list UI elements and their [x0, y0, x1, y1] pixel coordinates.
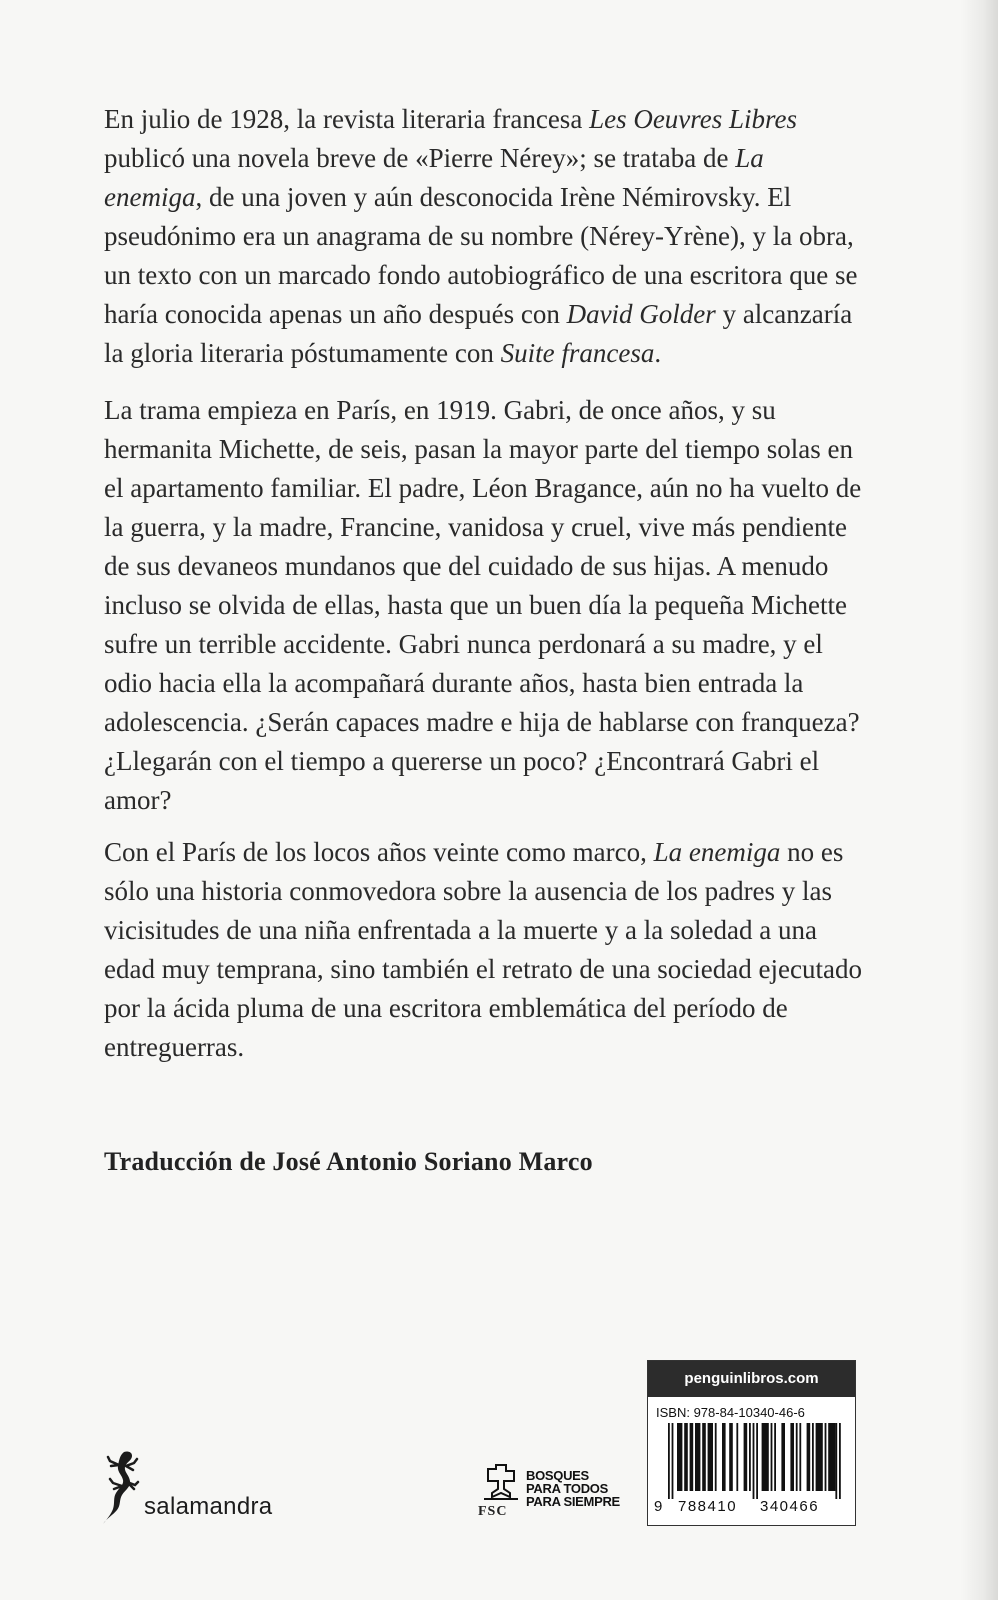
barcode-bar [695, 1423, 700, 1491]
book-title: Suite francesa [500, 338, 655, 368]
text-run: , de una joven y aún desconocida Irène Némirovsky. El pseudónimo era un anagrama de su nombre (Nérey-Yrène), y la obra, un texto con un marcado fondo autobiográfico de una escritora que se haría conocida apenas un año después con [104, 182, 858, 329]
text-run: no es sólo una historia conmovedora sobre la ausencia de los padres y las vicisitudes de una niña enfrentada a la muerte y a la soledad a una edad muy temprana, sino también el retrato de una sociedad ejecutado por la ácida pluma de una escritora emblemática del período de entreguerras. [104, 837, 862, 1062]
barcode-digit-group: 788410 [678, 1498, 738, 1515]
fsc-tagline-line: PARA TODOS [526, 1481, 608, 1496]
description-paragraph-2: La trama empieza en París, en 1919. Gabri, de once años, y su hermanita Michette, de seis, pasan la mayor parte del tiempo solas en el apartamento familiar. El padre, Léon Bragance, aún no ha vuelto de la guerra, y la madre, Francine, vanidosa y cruel, vive más pendiente de sus devaneos mundanos que del cuidado de sus hijas. A menudo incluso se olvida de ellas, hasta que un buen día la pequeña Michette sufre un terrible accidente. Gabri nunca perdonará a su madre, y el odio hacia ella la acompañará durante años, hasta bien entrada la adolescencia. ¿Serán capaces madre e hija de hablarse con franqueza? ¿Llegarán con el tiempo a quererse un poco? ¿Encontrará Gabri el amor? [104, 395, 862, 815]
barcode-bar [825, 1423, 827, 1491]
barcode-digit-group: 340466 [760, 1498, 820, 1515]
fsc-tagline-line: BOSQUES [526, 1468, 589, 1483]
barcode-bar [774, 1423, 776, 1491]
barcode-bar [839, 1423, 841, 1499]
barcode-bar [781, 1423, 785, 1491]
barcode-bar [835, 1423, 837, 1499]
text-run: y alcanzaría la gloria literaria póstumamente con [104, 299, 853, 368]
barcode-bar [744, 1423, 748, 1491]
barcode-bar [684, 1423, 688, 1491]
description-paragraph-3 [104, 833, 864, 1067]
publisher-logo [100, 1448, 300, 1528]
text-run: Con el París de los locos años veinte como marco, [104, 837, 654, 867]
page-edge-shadow [960, 0, 998, 1600]
barcode-bar [790, 1423, 794, 1491]
description-paragraph-1 [104, 100, 864, 373]
fsc-tagline-line: PARA SIEMPRE [526, 1494, 620, 1509]
barcode-bar [749, 1423, 751, 1491]
barcode-bar [677, 1423, 682, 1491]
barcode-bar [756, 1423, 758, 1499]
translator-credit: Traducción de José Antonio Soriano Marco [104, 1147, 593, 1176]
barcode-bar [762, 1423, 769, 1491]
barcode-bar [702, 1423, 706, 1491]
barcode-bar [672, 1423, 674, 1499]
barcode-bar [796, 1423, 798, 1491]
isbn-number: ISBN: 978-84-10340-46-6 [656, 1405, 805, 1420]
barcode-bar [715, 1423, 717, 1491]
fsc-label: FSC [478, 1504, 508, 1519]
barcode-bar [753, 1423, 755, 1499]
fsc-certification [478, 1463, 648, 1523]
salamander-icon [100, 1448, 146, 1528]
text-run: En julio de 1928, la revista literaria francesa [104, 104, 590, 134]
fsc-tree-icon [480, 1463, 522, 1503]
book-title: La enemiga [104, 143, 764, 212]
barcode-bar [828, 1423, 835, 1491]
barcode-bar [690, 1423, 694, 1491]
text-run: publicó una novela breve de «Pierre Nérey»; se trataba de [104, 143, 736, 173]
barcode-bar [722, 1423, 726, 1491]
barcode-bar [816, 1423, 823, 1491]
barcode-digit-lead: 9 [654, 1498, 663, 1515]
book-title: La enemiga [653, 837, 781, 867]
fsc-tagline [526, 1469, 620, 1508]
publisher-name: salamandra [144, 1493, 273, 1520]
barcode-bar [708, 1423, 713, 1491]
barcode-bar [799, 1423, 801, 1491]
isbn-barcode-box [647, 1360, 856, 1526]
barcode-bar [736, 1423, 738, 1491]
barcode-icon [654, 1423, 850, 1499]
publisher-website: penguinlibros.com [648, 1361, 855, 1397]
barcode-bar [668, 1423, 670, 1499]
text-run: . [654, 338, 662, 368]
barcode-bar [729, 1423, 733, 1491]
back-cover-description [104, 100, 864, 1080]
barcode-bar [812, 1423, 814, 1491]
magazine-title: Les Oeuvres Libres [589, 104, 798, 134]
book-title: David Golder [566, 299, 716, 329]
barcode-bar [771, 1423, 773, 1491]
barcode-bar [807, 1423, 811, 1491]
